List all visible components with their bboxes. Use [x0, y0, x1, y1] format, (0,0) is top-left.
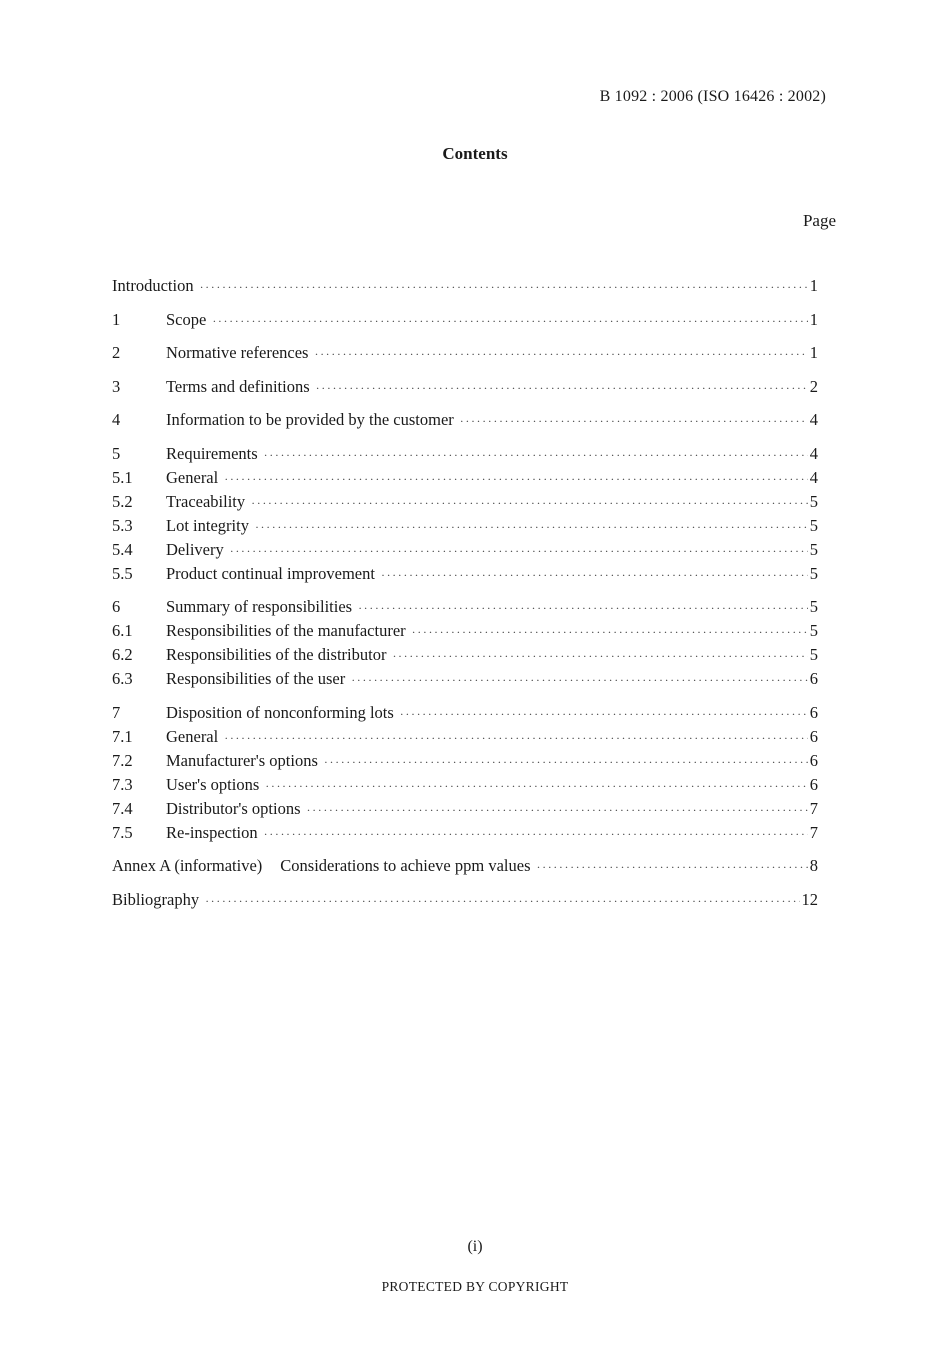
toc-entry-number: 6.3: [112, 669, 133, 688]
toc-entry-page: 1: [809, 343, 818, 362]
toc-entry-page: 4: [809, 467, 818, 487]
toc-entry-label: Requirements: [166, 443, 258, 463]
toc-entry-label: Scope: [166, 309, 207, 329]
toc-entry-page: 5: [809, 539, 818, 559]
toc-entry-requirements[interactable]: [112, 442, 818, 466]
toc-entry-label: Bibliography: [112, 889, 200, 909]
toc-entry-traceability[interactable]: [112, 490, 818, 514]
dot-leader: [251, 491, 808, 515]
dot-leader: [381, 563, 808, 587]
toc-entry-summary-responsibilities[interactable]: [112, 595, 818, 619]
dot-leader: [224, 467, 808, 491]
toc-entry-lot-integrity[interactable]: [112, 514, 818, 538]
toc-entry-page: 6: [809, 669, 818, 688]
toc-entry-label: Responsibilities of the manufacturer: [166, 621, 406, 640]
toc-entry-label: Responsibilities of the distributor: [166, 645, 387, 664]
toc-entry-number: 2: [112, 343, 121, 362]
dot-leader: [314, 342, 807, 366]
dot-leader: [200, 275, 808, 299]
toc-entry-page: 6: [809, 702, 818, 722]
toc-entry-customer-information[interactable]: [112, 408, 818, 432]
toc-entry-label: Lot integrity: [166, 515, 249, 535]
toc-entry-label: General: [166, 726, 219, 746]
footer-page-number: (i): [467, 1238, 483, 1255]
toc-entry-distributor-responsibilities[interactable]: [112, 643, 818, 667]
toc-entry-page: 6: [809, 726, 818, 746]
toc-entry-label: General: [166, 467, 219, 487]
toc-entry-number: 7.3: [112, 774, 133, 794]
toc-entry-label: Summary of responsibilities: [166, 597, 353, 616]
dot-leader: [537, 855, 808, 879]
toc-entry-page: 1: [809, 276, 818, 295]
toc-entry-label: Information to be provided by the customer: [166, 410, 454, 429]
toc-entry-delivery[interactable]: [112, 538, 818, 562]
dot-leader: [205, 889, 799, 913]
toc-entry-number: 6.1: [112, 621, 133, 640]
toc-entry-label: Product continual improvement: [166, 563, 375, 583]
page-title: Contents: [442, 144, 508, 163]
dot-leader: [392, 644, 807, 668]
toc-entry-annex-title: Considerations to achieve ppm values: [280, 856, 531, 875]
toc-entry-page: 5: [809, 621, 818, 640]
toc-entry-nonconforming-lots[interactable]: [112, 701, 818, 725]
toc-entry-general[interactable]: [112, 466, 818, 490]
toc-entry-label: Delivery: [166, 539, 224, 559]
toc-entry-number: 5.3: [112, 515, 133, 535]
toc-entry-label: Responsibilities of the user: [166, 669, 346, 688]
toc-entry-number: 5.1: [112, 467, 133, 487]
toc-entry-annex-a[interactable]: [112, 854, 818, 878]
toc-entry-general-7[interactable]: [112, 725, 818, 749]
toc-entry-page: 6: [809, 774, 818, 794]
toc-entry-scope[interactable]: [112, 308, 818, 332]
standard-reference: B 1092 : 2006 (ISO 16426 : 2002): [599, 88, 826, 105]
toc-entry-number: 3: [112, 376, 121, 396]
toc-entry-page: 5: [809, 515, 818, 535]
toc-entry-label: Terms and definitions: [166, 376, 310, 396]
toc-entry-number: 7.4: [112, 798, 133, 818]
toc-entry-label: User's options: [166, 774, 260, 794]
toc-entry-number: 5.5: [112, 563, 133, 583]
toc-entry-page: 5: [809, 645, 818, 664]
toc-entry-page: 8: [809, 856, 818, 875]
toc-entry-manufacturer-responsibilities[interactable]: [112, 619, 818, 643]
dot-leader: [324, 750, 808, 774]
toc-entry-user-options[interactable]: [112, 773, 818, 797]
toc-entry-page: 4: [809, 410, 818, 429]
toc-entry-page: 4: [809, 443, 818, 463]
toc-entry-number: 6: [112, 597, 121, 616]
toc-entry-page: 7: [809, 822, 818, 842]
toc-entry-distributor-options[interactable]: [112, 797, 818, 821]
toc-entry-manufacturer-options[interactable]: [112, 749, 818, 773]
toc-entry-user-responsibilities[interactable]: [112, 667, 818, 691]
dot-leader: [460, 409, 808, 433]
toc-entry-terms-definitions[interactable]: [112, 375, 818, 399]
toc-entry-label: Annex A (informative): [112, 856, 263, 875]
toc-entry-number: 1: [112, 309, 121, 329]
toc-entry-label: Introduction: [112, 276, 194, 295]
toc-entry-label: Disposition of nonconforming lots: [166, 702, 394, 722]
toc-entry-re-inspection[interactable]: [112, 821, 818, 845]
dot-leader: [316, 376, 808, 400]
toc-entry-page: 7: [809, 798, 818, 818]
dot-leader: [351, 668, 808, 692]
toc-entry-page: 5: [809, 597, 818, 616]
dot-leader: [412, 620, 808, 644]
toc-entry-number: 5.2: [112, 491, 133, 511]
toc-entry-continual-improvement[interactable]: [112, 562, 818, 586]
toc-entry-page: 6: [809, 750, 818, 770]
dot-leader: [400, 702, 808, 726]
dot-leader: [255, 515, 808, 539]
toc-entry-label: Re-inspection: [166, 822, 258, 842]
toc-entry-label: Distributor's options: [166, 798, 301, 818]
toc-entry-number: 7.5: [112, 822, 133, 842]
dot-leader: [265, 774, 807, 798]
dot-leader: [224, 726, 808, 750]
dot-leader: [212, 309, 807, 333]
toc-entry-number: 4: [112, 410, 121, 429]
toc-entry-bibliography[interactable]: [112, 888, 818, 912]
dot-leader: [264, 443, 808, 467]
toc-entry-page: 2: [809, 376, 818, 396]
toc-entry-label: Manufacturer's options: [166, 750, 318, 770]
toc-entry-page: 12: [801, 889, 818, 909]
copyright-notice: PROTECTED BY COPYRIGHT: [381, 1279, 569, 1294]
toc-entry-introduction[interactable]: [112, 274, 818, 298]
dot-leader: [307, 798, 808, 822]
page-column-label: Page: [802, 211, 836, 230]
toc-entry-number: 5: [112, 443, 121, 463]
toc-entry-page: 1: [809, 309, 818, 329]
dot-leader: [264, 822, 808, 846]
toc-entry-label: Normative references: [166, 343, 309, 362]
toc-entry-number: 7.1: [112, 726, 133, 746]
toc-entry-number: 5.4: [112, 539, 133, 559]
toc-entry-normative-references[interactable]: [112, 341, 818, 365]
toc-entry-page: 5: [809, 563, 818, 583]
dot-leader: [358, 596, 808, 620]
toc-entry-number: 7: [112, 702, 121, 722]
toc-entry-page: 5: [809, 491, 818, 511]
table-of-contents: [112, 274, 818, 912]
dot-leader: [230, 539, 808, 563]
toc-entry-number: 6.2: [112, 645, 133, 664]
toc-entry-label: Traceability: [166, 491, 246, 511]
toc-entry-number: 7.2: [112, 750, 133, 770]
